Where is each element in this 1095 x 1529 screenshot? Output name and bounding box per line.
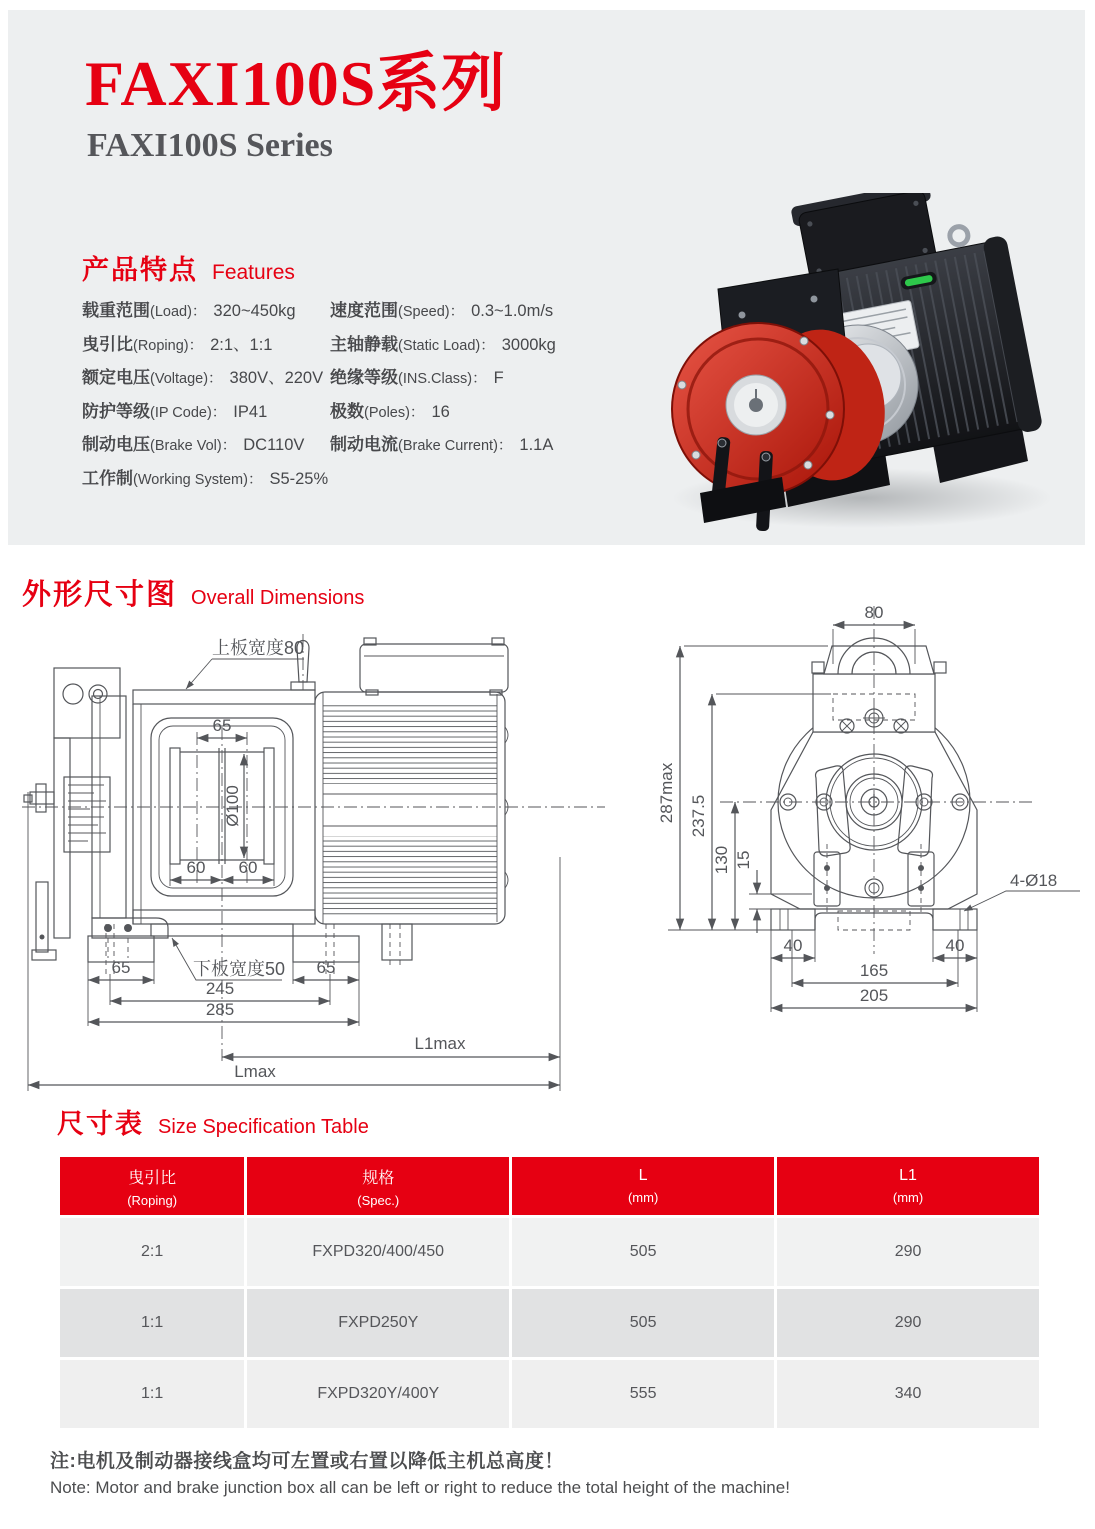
size-table-heading-en: Size Specification Table xyxy=(158,1116,369,1138)
dim-label: 165 xyxy=(859,961,889,980)
table-row xyxy=(60,1289,1039,1357)
page-subtitle: FAXI100S Series xyxy=(87,127,333,164)
note-en: Note: Motor and brake junction box all can be left or right to reduce the total height of the machine! xyxy=(50,1478,790,1497)
dim-label: 245 xyxy=(205,979,235,998)
cell-roping: 1:1 xyxy=(60,1289,244,1357)
feature-voltage: 额定电压 (Voltage)： 380V、220V xyxy=(82,368,324,387)
size-specification-table xyxy=(57,1154,1042,1431)
feature-load: 载重范围 (Load)： 320~450kg xyxy=(82,301,296,320)
product-photo xyxy=(630,193,1080,538)
size-table-heading xyxy=(57,1102,369,1141)
dimensions-heading-cn: 外形尺寸图 xyxy=(22,579,178,611)
dim-label: 285 xyxy=(205,1000,235,1019)
cell-roping: 2:1 xyxy=(60,1218,244,1286)
features-column-left xyxy=(82,296,328,497)
size-table-heading-cn: 尺寸表 xyxy=(57,1109,144,1139)
table-row xyxy=(60,1360,1039,1428)
cell-spec: FXPD250Y xyxy=(247,1289,509,1357)
dim-label: Ø100 xyxy=(223,785,242,827)
features-heading-en: Features xyxy=(212,261,295,284)
dim-label: 下板宽度50 xyxy=(192,959,286,979)
feature-static-load: 主轴静载 (Static Load)： 3000kg xyxy=(330,334,556,354)
feature-brake-current: 制动电流 (Brake Current)： 1.1A xyxy=(330,435,554,454)
column-header-spec: 规格 (Spec.) xyxy=(247,1157,509,1215)
rope-guard xyxy=(812,638,946,674)
cell-spec: FXPD320/400/450 xyxy=(247,1218,509,1286)
dim-label: 65 xyxy=(111,958,131,977)
dim-label: 237.5 xyxy=(689,794,708,838)
cell-roping: 1:1 xyxy=(60,1360,244,1428)
feature-roping: 曳引比 (Roping)： 2:1、1:1 xyxy=(82,334,273,354)
dim-label: 上板宽度80 xyxy=(211,638,305,658)
feature-speed: 速度范围 (Speed)： 0.3~1.0m/s xyxy=(330,301,554,320)
dim-label: 40 xyxy=(783,936,803,955)
cell-spec: FXPD320Y/400Y xyxy=(247,1360,509,1428)
front-view-drawing xyxy=(628,598,1095,1040)
feature-working-system: 工作制 (Working System)： S5-25% xyxy=(82,468,329,488)
feature-brake-voltage: 制动电压 (Brake Vol)： DC110V xyxy=(82,435,305,454)
dim-label: 15 xyxy=(734,850,753,870)
column-header-l: L (mm) xyxy=(512,1157,774,1215)
dim-label: L1max xyxy=(414,1034,466,1053)
junction-box xyxy=(360,638,508,695)
dim-label: 205 xyxy=(859,986,889,1005)
dim-label: 80 xyxy=(864,603,884,622)
dim-label: 60 xyxy=(238,858,258,877)
feature-ins-class: 绝缘等级 (INS.Class)： F xyxy=(330,368,504,387)
table-header-row xyxy=(60,1157,1039,1215)
brake-block xyxy=(92,696,168,958)
cell-l1: 340 xyxy=(777,1360,1039,1428)
dim-label: 287max xyxy=(657,762,676,824)
column-header-l1: L1 (mm) xyxy=(777,1157,1039,1215)
column-header-roping: 曳引比 (Roping) xyxy=(60,1157,244,1215)
dim-label: 60 xyxy=(186,858,206,877)
features-heading-cn: 产品特点 xyxy=(82,255,198,285)
feature-poles: 极数 (Poles)： 16 xyxy=(330,401,450,421)
dim-label: Lmax xyxy=(234,1062,276,1081)
encoder-assembly xyxy=(24,668,120,960)
cell-l1: 290 xyxy=(777,1289,1039,1357)
dim-label: 130 xyxy=(712,845,731,875)
note-cn: 注:电机及制动器接线盒均可左置或右置以降低主机总高度！ xyxy=(50,1451,564,1472)
cell-l: 505 xyxy=(512,1218,774,1286)
dimensions-heading-en: Overall Dimensions xyxy=(191,587,365,609)
dim-label: 4-Ø18 xyxy=(1010,871,1058,890)
table-row xyxy=(60,1218,1039,1286)
features-heading xyxy=(82,248,295,287)
page-title: FAXI100S系列 xyxy=(85,48,507,119)
dimensions-heading xyxy=(22,572,364,613)
cell-l: 555 xyxy=(512,1360,774,1428)
cell-l1: 290 xyxy=(777,1218,1039,1286)
dim-label: 40 xyxy=(945,936,965,955)
cell-l: 505 xyxy=(512,1289,774,1357)
lifting-eye xyxy=(948,225,969,246)
dim-label: 65 xyxy=(212,716,232,735)
footer-notes xyxy=(50,1446,790,1498)
dim-label: 65 xyxy=(316,958,336,977)
feature-ip-code: 防护等级 (IP Code)： IP41 xyxy=(82,401,268,421)
features-column-right xyxy=(330,296,660,464)
motor-section xyxy=(315,692,508,968)
side-view-drawing xyxy=(20,632,622,1092)
